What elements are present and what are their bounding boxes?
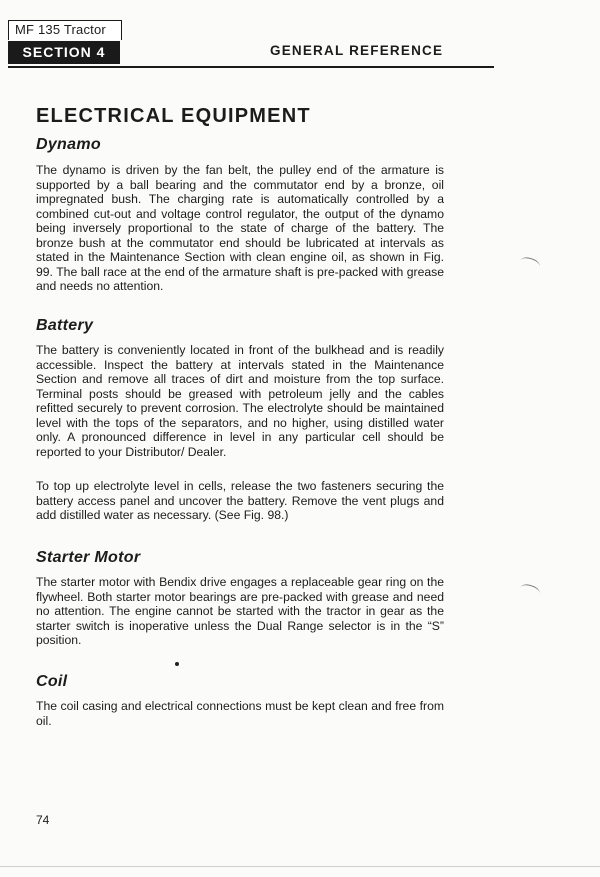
page-number: 74 — [36, 813, 50, 827]
page-title: ELECTRICAL EQUIPMENT — [36, 105, 311, 127]
battery-paragraph-1: The battery is conveniently located in front of the bulkhead and is readily accessible. Inspect the battery at intervals stated in the Maintenance Section and remove all traces of dirt and moisture from the top surface. Terminal posts should be greased with petroleum jelly and the cables refitted securely to prevent corrosion. The electrolyte should be maintained level with the tops of the separators, and no higher, using distilled water only. A pronounced difference in level in any particular cell should be reported to your Distributor/ Dealer. — [36, 343, 444, 459]
running-head: GENERAL REFERENCE — [270, 43, 444, 58]
coil-paragraph: The coil casing and electrical connections must be kept clean and free from oil. — [36, 699, 444, 728]
section-label: SECTION 4 — [8, 41, 120, 64]
margin-binding-mark — [519, 255, 541, 272]
scan-edge-line — [0, 866, 600, 867]
speck-mark — [175, 662, 179, 666]
coil-heading: Coil — [36, 673, 68, 690]
battery-paragraph-2: To top up electrolyte level in cells, release the two fasteners securing the battery access panel and uncover the battery. Remove the vent plugs and add distilled water as necessary. (See Fig. 98.) — [36, 479, 444, 522]
model-label-box — [8, 20, 122, 40]
model-label: MF 135 Tractor — [15, 22, 106, 37]
header-rule — [8, 66, 494, 68]
battery-heading: Battery — [36, 317, 94, 334]
dynamo-paragraph: The dynamo is driven by the fan belt, the pulley end of the armature is supported by a ball bearing and the commutator end by a bronze, oil impregnated bush. The charging rate is automatically controlled by a combined cut-out and voltage control regulator, the output of the dynamo being inversely proportional to the state of charge of the battery. The bronze bush at the commutator end should be lubricated at intervals as stated in the Maintenance Section with clean engine oil, as shown in Fig. 99. The ball race at the end of the armature shaft is pre-packed with grease and needs no attention. — [36, 163, 444, 293]
starter-motor-paragraph: The starter motor with Bendix drive engages a replaceable gear ring on the flywheel. Both starter motor bearings are pre-packed with grease and need no attention. The engine cannot be started with the tractor in gear as the starter switch is inoperative unless the Dual Range selector is in the “S” position. — [36, 575, 444, 647]
margin-binding-mark — [519, 582, 541, 599]
dynamo-heading: Dynamo — [36, 136, 101, 153]
starter-motor-heading: Starter Motor — [36, 549, 141, 566]
